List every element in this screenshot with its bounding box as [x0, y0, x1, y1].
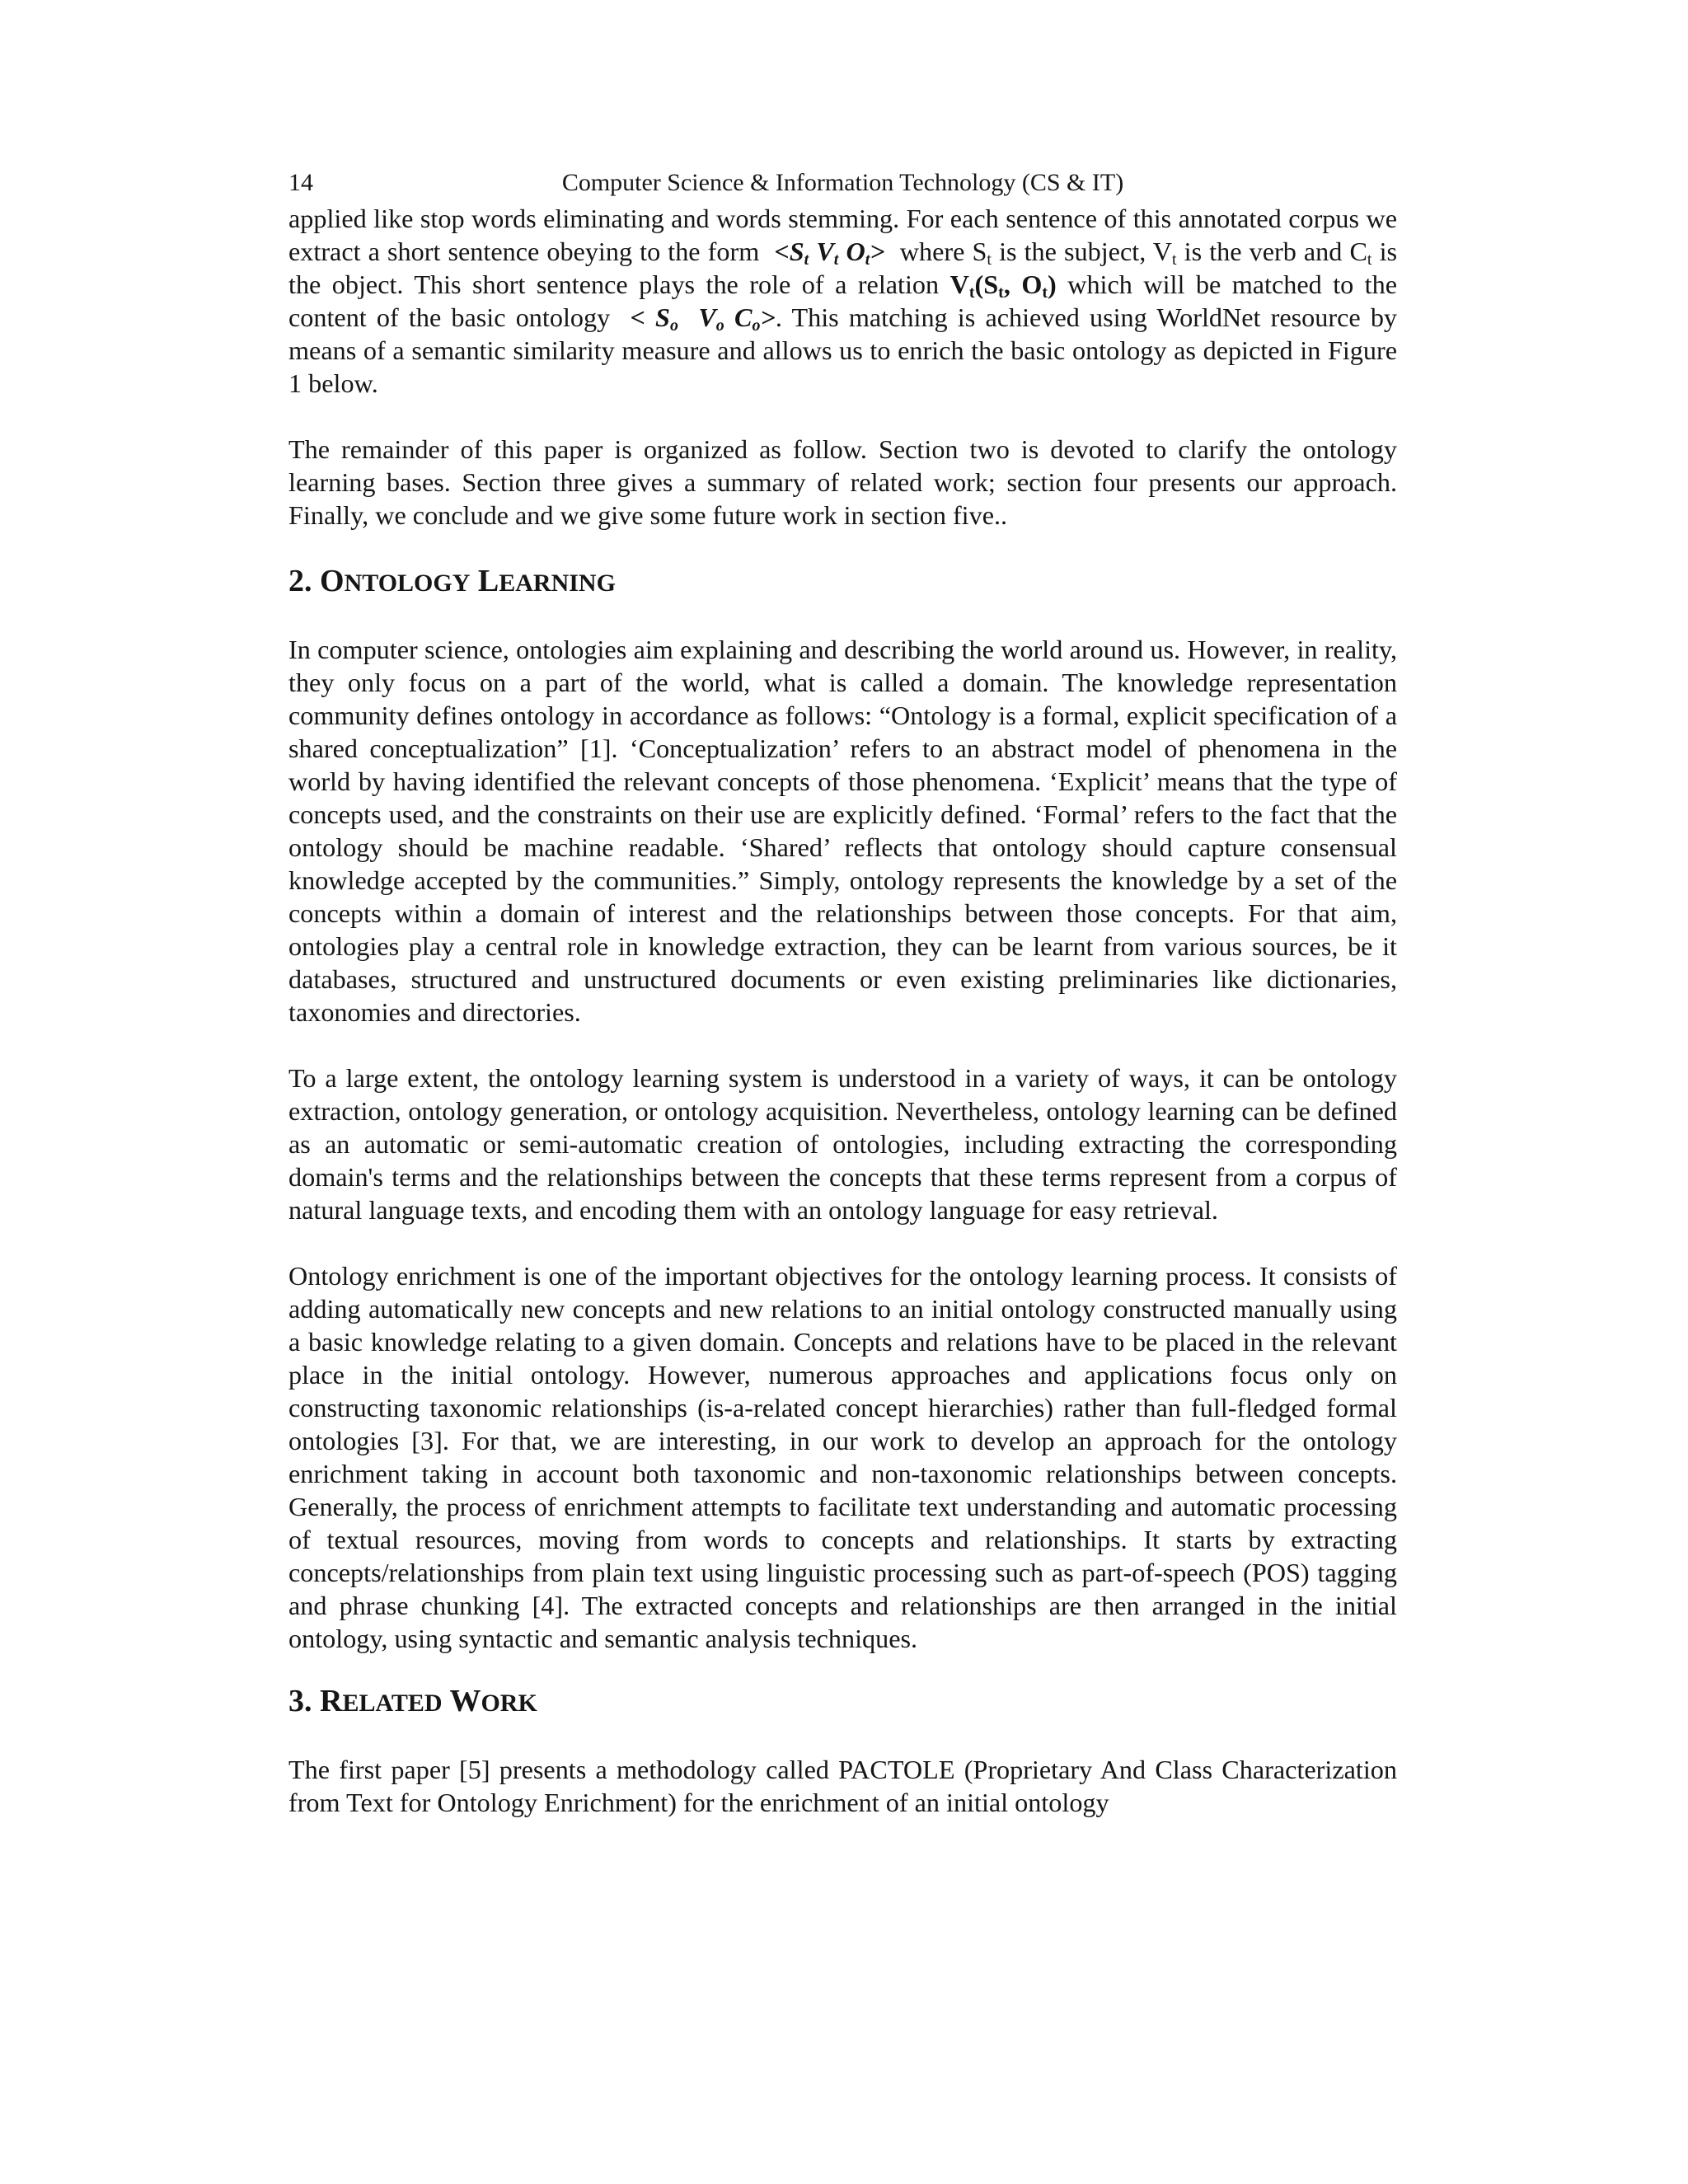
page-header — [288, 169, 1397, 202]
section-2-heading: 2. ONTOLOGY LEARNING — [288, 564, 616, 598]
intro-paragraph-1: applied like stop words eliminating and words stemming. For each sentence of this annotated corpus we extract a short sentence obeying to the form $<S_t$ $V_t$ $O_t>$ where $S_t$ is the subject, $V_t$ is the verb and $C_t$ is the object. This short sentence plays the role of a relation $V_t(S_t$, $O_t$) which will be matched to the content of the basic ontology < $S_o$ $V_o$ $C_o>$. This matching is achieved using WorldNet resource by means of a semantic similarity measure and allows us to enrich the basic ontology as depicted in Figure 1 below. — [288, 204, 1398, 398]
section-2-paragraph-2: To a large extent, the ontology learning system is understood in a variety of ways, it can be ontology extraction, ontology generation, or ontology acquisition. Nevertheless, ontology learning can be defined as an automatic or semi-automatic creation of ontologies, including extracting the corresponding domain's terms and the relationships between the concepts that these terms represent from a corpus of natural language texts, and encoding them with an ontology language for easy retrieval. — [288, 1063, 1397, 1225]
formula-svo-short: $<S_t$ $V_t$ $O_t>$ — [774, 237, 885, 269]
formula-relation: $V_t(S_t$, $O_t$) — [950, 269, 1057, 302]
intro-paragraph-2: The remainder of this paper is organized as follow. Section two is devoted to clarify the ontology learning bases. Section three gives a summary of related work; section four presents our approach. Finally, we conclude and we give some future work in section five.. — [288, 434, 1397, 530]
section-3-paragraph-1: The first paper [5] presents a methodology called PACTOLE (Proprietary And Class Characterization from Text for Ontology Enrichment) for the enrichment of an initial ontology — [288, 1755, 1397, 1817]
page-number: 14 — [288, 169, 313, 196]
section-2-paragraph-3: Ontology enrichment is one of the important objectives for the ontology learning process. It consists of adding automatically new concepts and new relations to an initial ontology constructed manually using a basic knowledge relating to a given domain. Concepts and relations have to be placed in the relevant place in the initial ontology. However, numerous approaches and applications focus only on constructing taxonomic relationships (is-a-related concept hierarchies) rather than full-fledged formal ontologies [3]. For that, we are interesting, in our work to develop an approach for the ontology enrichment taking in account both taxonomic and non-taxonomic relationships between concepts. Generally, the process of enrichment attempts to facilitate text understanding and automatic processing of textual resources, moving from words to concepts and relationships. It starts by extracting concepts/relationships from plain text using linguistic processing such as part-of-speech (POS) tagging and phrase chunking [4]. The extracted concepts and relationships are then arranged in the initial ontology, using syntactic and semantic analysis techniques. — [288, 1261, 1397, 1653]
running-title: Computer Science & Information Technology (CS & IT) — [561, 169, 1124, 196]
page — [288, 169, 1397, 1819]
section-3-heading: 3. RELATED WORK — [288, 1684, 537, 1718]
formula-basic-ontology: < $S_o$ $V_o$ $C_o>$ — [630, 302, 776, 335]
section-2-paragraph-1: In computer science, ontologies aim explaining and describing the world around us. However, in reality, they only focus on a part of the world, what is called a domain. The knowledge representation community defines ontology in accordance as follows: “Ontology is a formal, explicit specification of a shared conceptualization” [1]. ‘Conceptualization’ refers to an abstract model of phenomena in the world by having identified the relevant concepts of those phenomena. ‘Explicit’ means that the type of concepts used, and the constraints on their use are explicitly defined. ‘Formal’ refers to the fact that the ontology should be machine readable. ‘Shared’ reflects that ontology should capture consensual knowledge accepted by the communities.” Simply, ontology represents the knowledge by a set of the concepts within a domain of interest and the relationships between those concepts. For that aim, ontologies play a central role in knowledge extraction, they can be learnt from various sources, be it databases, structured and unstructured documents or even existing preliminaries like dictionaries, taxonomies and directories. — [288, 635, 1397, 1027]
